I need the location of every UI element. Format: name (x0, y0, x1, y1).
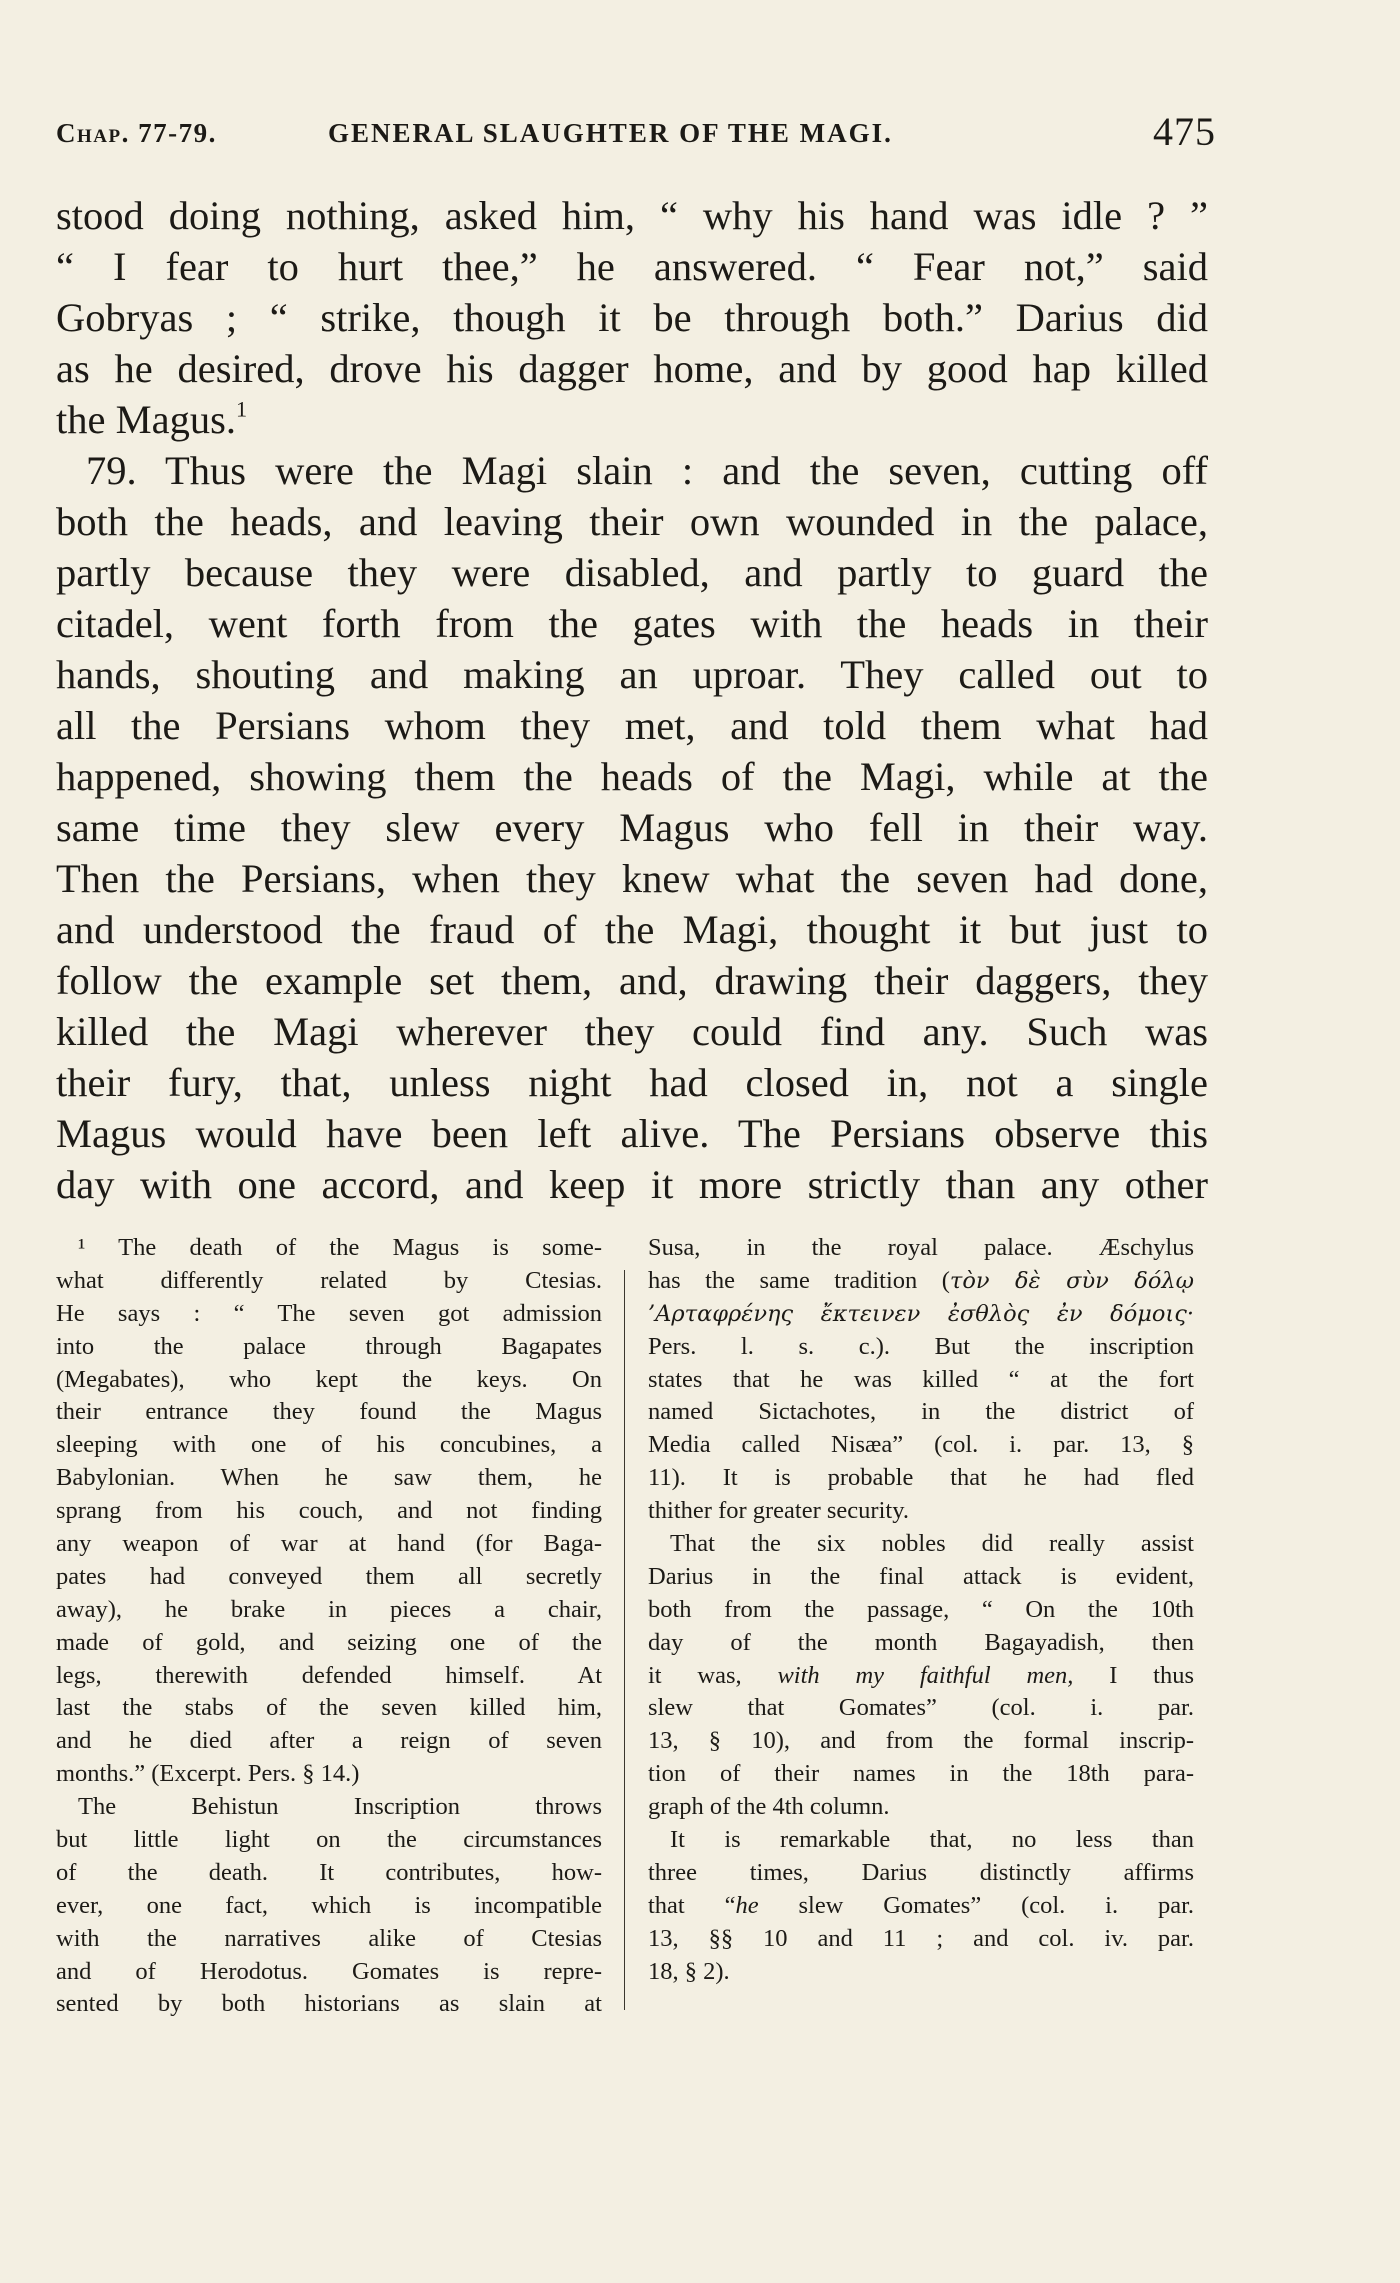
footnote-line: ’Αρταφρένης ἔκτεινεν ἐσθλὸς ἐν δόμοις· (648, 1300, 1194, 1327)
text-line (56, 394, 1208, 445)
footnote-line: tion of their names in the 18th para- (648, 1760, 1194, 1788)
footnote-line: and he died after a reign of seven (56, 1727, 602, 1755)
footnote-line: sented by both historians as slain at (56, 1990, 602, 2018)
footnote-line: Babylonian. When he saw them, he (56, 1464, 602, 1492)
footnote-line: Darius in the final attack is evident, (648, 1562, 1194, 1590)
text-line: 79. Thus were the Magi slain : and the seven, cutting off (86, 448, 1208, 493)
footnote-line: 11). It is probable that he had fled (648, 1464, 1194, 1492)
text-line: partly because they were disabled, and partly to guard the (56, 550, 1208, 595)
footnote-line: legs, therewith defended himself. At (56, 1661, 602, 1689)
chapter-reference: Chap. 77-79. (56, 118, 217, 148)
footnote-line: into the palace through Bagapates (56, 1332, 602, 1360)
footnote-line: and of Herodotus. Gomates is repre- (56, 1957, 602, 1985)
footnote-line: both from the passage, “ On the 10th (648, 1595, 1194, 1623)
footnote-line: He says : “ The seven got admission (56, 1299, 602, 1327)
greek-quotation: τὸν δὲ σὺν δόλῳ (949, 1267, 1194, 1294)
footnote-line (648, 1890, 1194, 1923)
text-line: Then the Persians, when they knew what the seven had done, (56, 856, 1208, 901)
text-fragment: slew Gomates” (col. i. par. (758, 1891, 1194, 1919)
footnote-line (648, 1265, 1194, 1298)
text-line: same time they slew every Magus who fell in their way. (56, 805, 1208, 850)
text-line: stood doing nothing, asked him, “ why his hand was idle ? ” (56, 193, 1208, 238)
footnote-line: made of gold, and seizing one of the (56, 1628, 602, 1656)
text-line: “ I fear to hurt thee,” he answered. “ Fear not,” said (56, 244, 1208, 289)
text-fragment: the Magus. (56, 397, 236, 442)
text-line: day with one accord, and keep it more strictly than any other (56, 1162, 1208, 1207)
footnote-line: Pers. l. s. c.). But the inscription (648, 1332, 1194, 1360)
text-line: Magus would have been left alive. The Persians observe this (56, 1111, 1208, 1156)
footnote-line: their entrance they found the Magus (56, 1398, 602, 1426)
footnote-column-right (648, 1232, 1194, 1988)
text-line: both the heads, and leaving their own wounded in the palace, (56, 499, 1208, 544)
footnote-line: day of the month Bagayadish, then (648, 1628, 1194, 1656)
footnote-line: graph of the 4th column. (648, 1793, 890, 1821)
footnote-line: what differently related by Ctesias. (56, 1266, 602, 1294)
text-fragment: I thus (1073, 1661, 1195, 1689)
footnote-line: of the death. It contributes, how- (56, 1858, 602, 1886)
text-line: their fury, that, unless night had closed in, not a single (56, 1060, 1208, 1105)
page-number: 475 (1153, 109, 1216, 154)
page-heading: GENERAL SLAUGHTER OF THE MAGI. (328, 118, 893, 148)
italic-quotation: with my faithful men, (777, 1661, 1074, 1689)
footnote-line: slew that Gomates” (col. i. par. (648, 1694, 1194, 1722)
text-line: follow the example set them, and, drawing their daggers, they (56, 958, 1208, 1003)
text-line: all the Persians whom they met, and told them what had (56, 703, 1208, 748)
main-text (56, 190, 1208, 1210)
text-line: hands, shouting and making an uproar. They called out to (56, 652, 1208, 697)
text-line: happened, showing them the heads of the Magi, while at the (56, 754, 1208, 799)
footnote-line: away), he brake in pieces a chair, (56, 1595, 602, 1623)
footnote-line: sprang from his couch, and not finding (56, 1497, 602, 1525)
footnote-line: thither for greater security. (648, 1497, 909, 1525)
footnote-line: but little light on the circumstances (56, 1826, 602, 1854)
footnote-line: ¹ The death of the Magus is some- (78, 1234, 602, 1261)
footnote-line: It is remarkable that, no less than (670, 1826, 1194, 1854)
text-line: and understood the fraud of the Magi, thought it but just to (56, 907, 1208, 952)
text-fragment: has the same tradition ( (648, 1266, 950, 1294)
footnote-line: states that he was killed “ at the fort (648, 1365, 1194, 1393)
footnote-line: named Sictachotes, in the district of (648, 1398, 1194, 1426)
text-fragment: that “ (648, 1891, 736, 1919)
italic-word: he (735, 1891, 759, 1919)
footnote-column-left (56, 1232, 602, 2021)
footnote-marker: 1 (235, 396, 248, 422)
text-line: as he desired, drove his dagger home, and by good hap killed (56, 346, 1208, 391)
text-fragment: it was, (648, 1661, 778, 1689)
footnote-line: Media called Nisæa” (col. i. par. 13, § (648, 1431, 1194, 1459)
footnote-line: pates had conveyed them all secretly (56, 1562, 602, 1590)
text-line: Gobryas ; “ strike, though it be through both.” Darius did (56, 295, 1208, 340)
footnote-line: The Behistun Inscription throws (78, 1793, 602, 1821)
footnote-line: Susa, in the royal palace. Æschylus (648, 1234, 1194, 1261)
footnote-line: (Megabates), who kept the keys. On (56, 1365, 602, 1393)
footnote-line: That the six nobles did really assist (670, 1530, 1194, 1558)
footnote-line: 13, §§ 10 and 11 ; and col. iv. par. (648, 1924, 1194, 1952)
footnote-line (648, 1660, 1194, 1693)
footnote-line: three times, Darius distinctly affirms (648, 1858, 1194, 1886)
text-line: citadel, went forth from the gates with the heads in their (56, 601, 1208, 646)
running-header (56, 108, 1216, 168)
footnote-line: ever, one fact, which is incompatible (56, 1891, 602, 1919)
footnote-line: months.” (Excerpt. Pers. § 14.) (56, 1760, 360, 1788)
footnote-line: sleeping with one of his concubines, a (56, 1431, 602, 1459)
column-divider (624, 1270, 625, 2010)
footnotes (56, 1232, 1206, 2032)
footnote-line: last the stabs of the seven killed him, (56, 1694, 602, 1722)
text-line: killed the Magi wherever they could find any. Such was (56, 1009, 1208, 1054)
footnote-line: with the narratives alike of Ctesias (56, 1924, 602, 1952)
footnote-line: 18, § 2). (648, 1957, 730, 1985)
footnote-line: 13, § 10), and from the formal inscrip- (648, 1727, 1194, 1755)
footnote-line: any weapon of war at hand (for Baga- (56, 1530, 602, 1558)
